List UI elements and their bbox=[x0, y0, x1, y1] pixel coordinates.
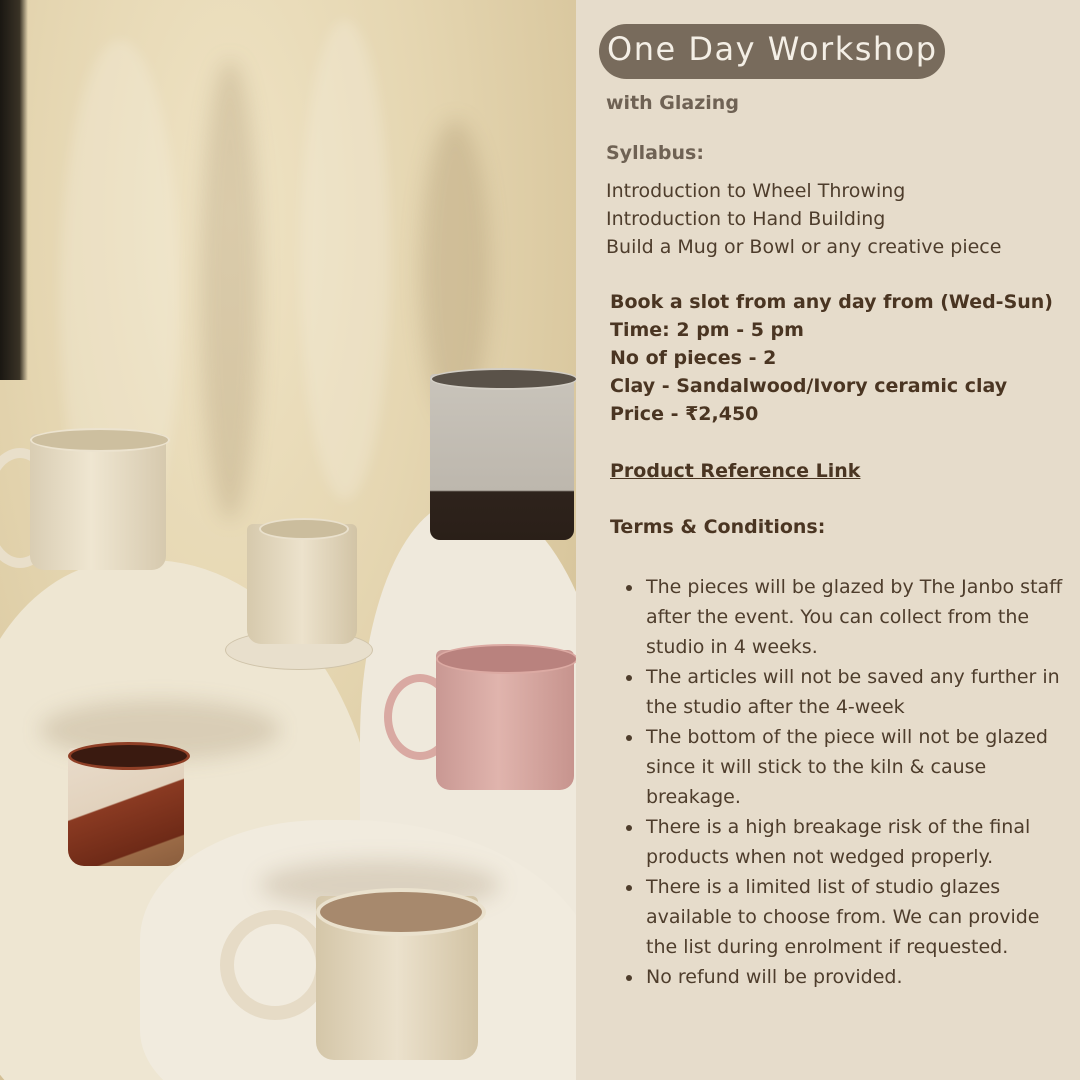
terms-item: There is a high breakage risk of the final products when not wedged properly. bbox=[622, 812, 1068, 872]
terms-item: There is a limited list of studio glazes available to choose from. We can provide the list during enrolment if requested. bbox=[622, 872, 1068, 962]
terms-item: The articles will not be saved any further in the studio after the 4-week bbox=[622, 662, 1068, 722]
workshop-time: Time: 2 pm - 5 pm bbox=[610, 319, 804, 341]
coffee-mug bbox=[220, 888, 482, 1064]
workshop-title: One Day Workshop bbox=[607, 30, 938, 68]
terms-list bbox=[622, 572, 1068, 992]
rust-cup bbox=[66, 742, 188, 868]
clay-type: Clay - Sandalwood/Ivory ceramic clay bbox=[610, 375, 1008, 397]
speckled-pitcher bbox=[225, 518, 375, 670]
cloth-fold bbox=[300, 20, 390, 500]
terms-item: The bottom of the piece will not be glazed since it will stick to the kiln & cause breakage. bbox=[622, 722, 1068, 812]
syllabus-item: Introduction to Wheel Throwing bbox=[606, 180, 906, 202]
pink-mug bbox=[384, 644, 576, 792]
price: Price - ₹2,450 bbox=[610, 403, 759, 425]
cloth-shade bbox=[200, 60, 260, 520]
booking-days: Book a slot from any day from (Wed-Sun) bbox=[610, 291, 1053, 313]
pieces-count: No of pieces - 2 bbox=[610, 347, 777, 369]
terms-item: No refund will be provided. bbox=[622, 962, 1068, 992]
cream-mug bbox=[0, 428, 170, 573]
backdrop-shadow bbox=[0, 0, 28, 380]
syllabus-item: Introduction to Hand Building bbox=[606, 208, 886, 230]
grey-tumbler bbox=[430, 368, 576, 540]
syllabus-heading: Syllabus: bbox=[606, 142, 704, 164]
terms-heading: Terms & Conditions: bbox=[610, 516, 826, 538]
terms-item: The pieces will be glazed by The Janbo staff after the event. You can collect from the studio in 4 weeks. bbox=[622, 572, 1068, 662]
workshop-subtitle: with Glazing bbox=[606, 92, 739, 114]
syllabus-item: Build a Mug or Bowl or any creative piece bbox=[606, 236, 1002, 258]
product-reference-link[interactable]: Product Reference Link bbox=[610, 460, 861, 482]
